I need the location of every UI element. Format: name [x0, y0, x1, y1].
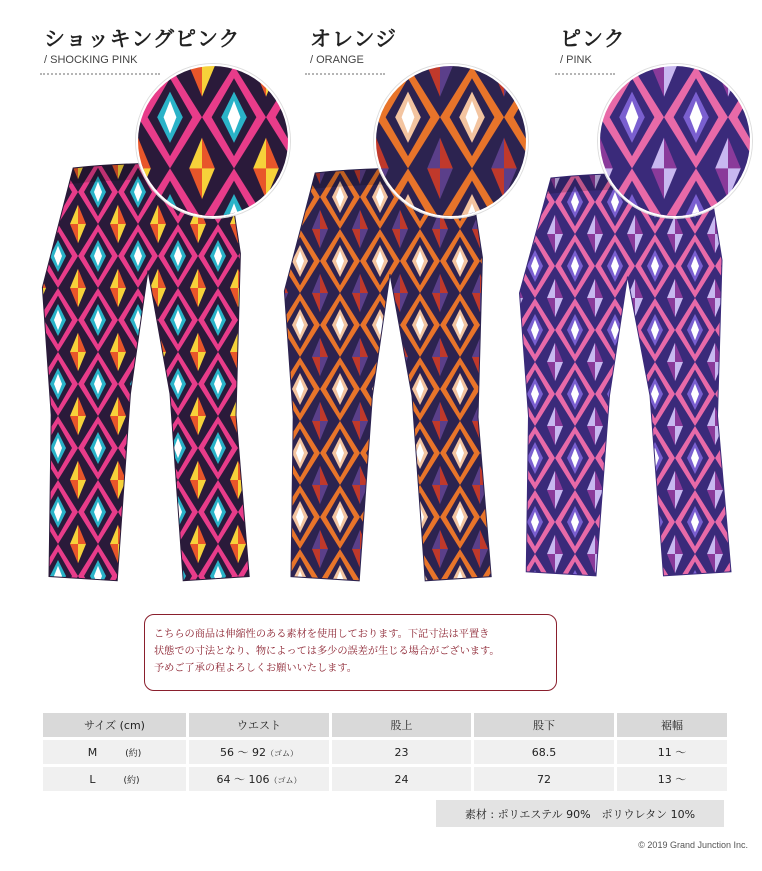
waist-value: 64 〜 106 [216, 773, 270, 786]
inseam-cell: 72 [474, 767, 614, 791]
notice-line: こちらの商品は伸縮性のある素材を使用しております。下記寸法は平置き [154, 629, 490, 640]
header-size: サイズ (cm) [43, 713, 186, 737]
header-rise: 股上 [332, 713, 471, 737]
waist-cell [189, 767, 329, 791]
approx-label: (約) [123, 775, 140, 786]
legging-image [38, 160, 258, 585]
waist-note: （ゴム） [266, 749, 298, 758]
table-row [43, 740, 727, 764]
variant-title: オレンジ [310, 27, 397, 51]
waist-note: （ゴム） [269, 776, 302, 785]
size-label: M [87, 745, 98, 759]
header-hem: 裾幅 [617, 713, 727, 737]
variant-subtitle: / PINK [560, 54, 592, 66]
approx-label: (約) [125, 748, 142, 759]
table-header-row [43, 713, 727, 737]
waist-value: 56 〜 92 [220, 746, 266, 759]
stretch-notice [144, 614, 557, 691]
size-cell [43, 767, 186, 791]
variant-title: ピンク [560, 27, 626, 51]
variant-subtitle: / ORANGE [310, 54, 364, 66]
size-cell [43, 740, 186, 764]
variant-title: ショッキングピンク [44, 27, 241, 51]
notice-line: 状態での寸法となり、物によっては多少の誤差が生じる場合がございます。 [154, 646, 500, 657]
pattern-closeup [136, 64, 290, 218]
material-info: 素材 : ポリエステル 90% ポリウレタン 10% [436, 800, 724, 827]
copyright: © 2019 Grand Junction Inc. [638, 840, 748, 850]
table-row [43, 767, 727, 791]
legging-image [515, 170, 740, 580]
inseam-cell: 68.5 [474, 740, 614, 764]
pattern-closeup [374, 64, 528, 218]
divider [555, 73, 615, 75]
header-waist: ウエスト [189, 713, 329, 737]
legging-image [280, 165, 500, 585]
hem-cell: 11 〜 [617, 740, 727, 764]
variant-subtitle: / SHOCKING PINK [44, 54, 138, 66]
size-label: L [89, 772, 96, 786]
size-table [40, 710, 730, 794]
divider [305, 73, 385, 75]
divider [40, 73, 160, 75]
notice-line: 予めご了承の程よろしくお願いいたします。 [154, 663, 357, 674]
hem-cell: 13 〜 [617, 767, 727, 791]
rise-cell: 23 [332, 740, 471, 764]
header-inseam: 股下 [474, 713, 614, 737]
waist-cell [189, 740, 329, 764]
rise-cell: 24 [332, 767, 471, 791]
pattern-closeup [598, 64, 752, 218]
